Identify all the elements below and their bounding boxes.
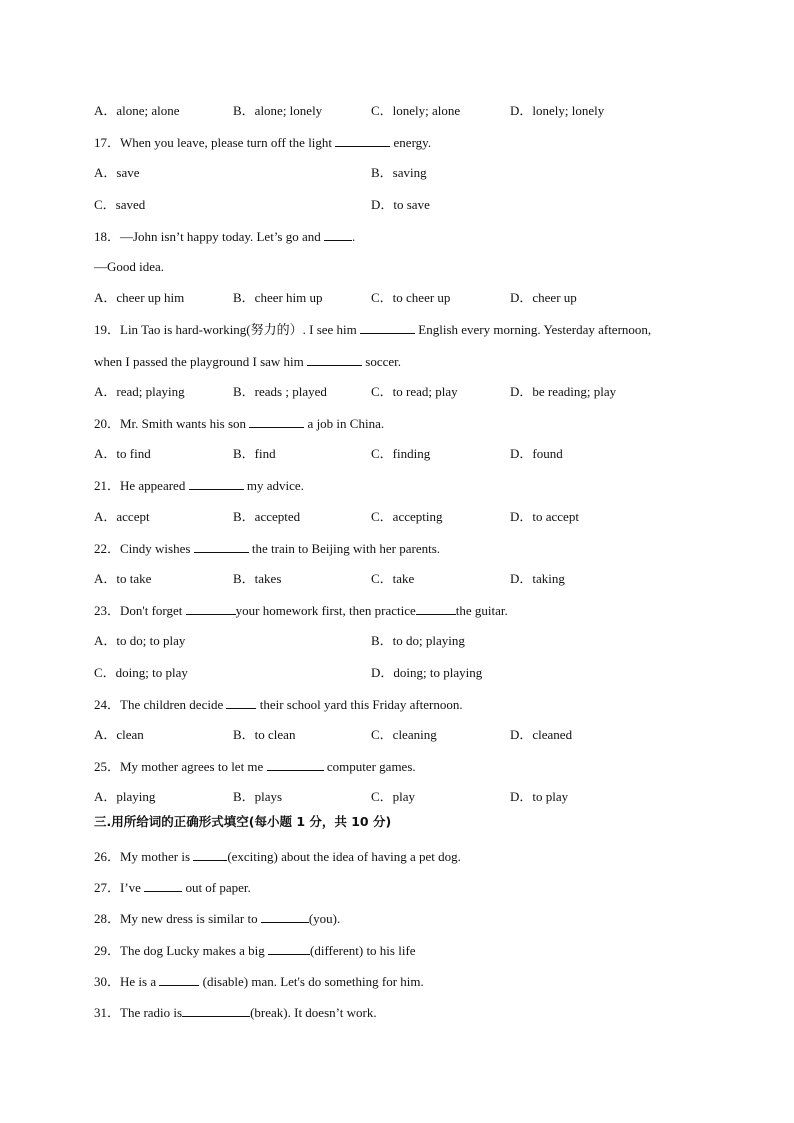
q31-blank[interactable]: [182, 1004, 250, 1017]
q27-blank[interactable]: [144, 879, 182, 892]
q30-text-end: (disable) man. Let's do something for him.: [199, 974, 424, 989]
q20-text-end: a job in China.: [304, 416, 385, 431]
q27-question: [94, 879, 251, 896]
q19-blank-2[interactable]: [307, 353, 362, 366]
q16-option-c[interactable]: C．lonely; alone: [371, 103, 461, 118]
q22-question: [94, 540, 440, 557]
q19-option-a[interactable]: A．read; playing: [94, 384, 185, 399]
q23-options-row2: [94, 665, 714, 681]
q18-option-c[interactable]: C．to cheer up: [371, 290, 451, 305]
q17-option-b[interactable]: B．saving: [371, 165, 427, 180]
q17-option-c[interactable]: C．saved: [94, 197, 146, 212]
q30-blank[interactable]: [159, 973, 199, 986]
q20-blank[interactable]: [249, 415, 304, 428]
q30-text: 30．He is a: [94, 974, 160, 989]
q28-text: 28．My new dress is similar to: [94, 911, 261, 926]
q23-option-a[interactable]: A．to do; to play: [94, 633, 186, 648]
q24-text-end: their school yard this Friday afternoon.: [256, 697, 463, 712]
q16-options: [94, 103, 714, 119]
q19-text-2: when I passed the playground I saw him: [94, 354, 308, 369]
q29-text: 29．The dog Lucky makes a big: [94, 943, 269, 958]
q23-blank-1[interactable]: [186, 602, 236, 615]
q25-question: [94, 758, 416, 775]
q24-option-c[interactable]: C．cleaning: [371, 727, 437, 742]
q25-text: 25．My mother agrees to let me: [94, 759, 267, 774]
q18-option-d[interactable]: D．cheer up: [510, 290, 577, 305]
q25-option-b[interactable]: B．plays: [233, 789, 283, 804]
q21-option-c[interactable]: C．accepting: [371, 509, 443, 524]
q24-blank[interactable]: [226, 696, 256, 709]
q20-option-d[interactable]: D．found: [510, 446, 563, 461]
q25-blank[interactable]: [267, 758, 324, 771]
q18-text-end: .: [352, 229, 356, 244]
q18-option-a[interactable]: A．cheer up him: [94, 290, 185, 305]
q22-option-b[interactable]: B．takes: [233, 571, 282, 586]
q19-question-line2: [94, 353, 401, 370]
q17-option-a[interactable]: A．save: [94, 165, 140, 180]
q17-options-row2: [94, 197, 714, 213]
q17-question: [94, 134, 431, 151]
q22-option-d[interactable]: D．taking: [510, 571, 565, 586]
q17-options-row1: [94, 165, 714, 181]
q19-text-mid: English every morning. Yesterday afternoon,: [415, 322, 652, 337]
q23-options-row1: [94, 633, 714, 649]
q26-blank[interactable]: [193, 848, 227, 861]
q27-text-end: out of paper.: [182, 880, 251, 895]
q21-question: [94, 477, 304, 494]
q20-text: 20．Mr. Smith wants his son: [94, 416, 250, 431]
q31-question: [94, 1004, 377, 1021]
q23-text-mid: your homework first, then practice: [235, 603, 416, 618]
q22-text: 22．Cindy wishes: [94, 541, 194, 556]
q22-text-end: the train to Beijing with her parents.: [248, 541, 441, 556]
q18-option-b[interactable]: B．cheer him up: [233, 290, 323, 305]
q24-question: [94, 696, 463, 713]
q18-reply: —Good idea.: [94, 259, 165, 274]
q24-option-a[interactable]: A．clean: [94, 727, 144, 742]
q20-option-a[interactable]: A．to find: [94, 446, 151, 461]
q19-options: [94, 384, 714, 400]
q22-options: [94, 571, 714, 587]
q30-question: [94, 973, 424, 990]
q24-options: [94, 727, 714, 743]
q26-text: 26．My mother is: [94, 849, 194, 864]
q18-text: 18．—John isn’t happy today. Let’s go and: [94, 229, 325, 244]
q19-option-b[interactable]: B．reads ; played: [233, 384, 327, 399]
q17-option-d[interactable]: D．to save: [371, 197, 430, 212]
section-3-heading: 三.用所给词的正确形式填空(每小题 1 分，共 10 分): [94, 814, 392, 829]
q31-text-end: (break). It doesn’t work.: [250, 1005, 377, 1020]
q18-options: [94, 290, 714, 306]
q27-text: 27．I’ve: [94, 880, 145, 895]
q17-blank[interactable]: [335, 134, 390, 147]
q19-question-line1: [94, 321, 651, 338]
q25-options: [94, 789, 714, 805]
q25-text-end: computer games.: [323, 759, 416, 774]
q23-text-end: the guitar.: [455, 603, 508, 618]
q25-option-a[interactable]: A．playing: [94, 789, 156, 804]
q23-option-b[interactable]: B．to do; playing: [371, 633, 465, 648]
q19-option-c[interactable]: C．to read; play: [371, 384, 458, 399]
q28-blank[interactable]: [261, 910, 309, 923]
q23-option-c[interactable]: C．doing; to play: [94, 665, 188, 680]
q21-blank[interactable]: [189, 477, 244, 490]
q22-blank[interactable]: [194, 540, 249, 553]
q29-text-end: (different) to his life: [310, 943, 416, 958]
q21-text: 21．He appeared: [94, 478, 189, 493]
q24-text: 24．The children decide: [94, 697, 227, 712]
q26-text-end: (exciting) about the idea of having a pet dog.: [227, 849, 461, 864]
q23-blank-2[interactable]: [416, 602, 456, 615]
q16-option-b[interactable]: B．alone; lonely: [233, 103, 323, 118]
q25-option-c[interactable]: C．play: [371, 789, 416, 804]
q17-text-end: energy.: [390, 135, 432, 150]
q26-question: [94, 848, 461, 865]
q24-option-b[interactable]: B．to clean: [233, 727, 296, 742]
q21-options: [94, 509, 714, 525]
q20-option-c[interactable]: C．finding: [371, 446, 431, 461]
q17-text: 17．When you leave, please turn off the light: [94, 135, 336, 150]
q18-question: [94, 228, 355, 245]
q18-blank[interactable]: [324, 228, 352, 241]
q29-question: [94, 942, 416, 959]
q28-question: [94, 910, 340, 927]
q28-text-end: (you).: [308, 911, 341, 926]
q29-blank[interactable]: [268, 942, 310, 955]
q31-text: 31．The radio is: [94, 1005, 183, 1020]
q24-option-d[interactable]: D．cleaned: [510, 727, 573, 742]
q16-option-d[interactable]: D．lonely; lonely: [510, 103, 605, 118]
q16-option-a[interactable]: A．alone; alone: [94, 103, 180, 118]
q20-options: [94, 446, 714, 462]
q20-option-b[interactable]: B．find: [233, 446, 276, 461]
q23-option-d[interactable]: D．doing; to playing: [371, 665, 483, 680]
q25-option-d[interactable]: D．to play: [510, 789, 569, 804]
q21-option-d[interactable]: D．to accept: [510, 509, 579, 524]
q23-text: 23．Don't forget: [94, 603, 186, 618]
q22-option-a[interactable]: A．to take: [94, 571, 152, 586]
q19-text-end: soccer.: [362, 354, 401, 369]
q21-option-a[interactable]: A．accept: [94, 509, 150, 524]
q20-question: [94, 415, 384, 432]
q19-blank-1[interactable]: [360, 321, 415, 334]
q23-question: [94, 602, 508, 619]
q21-option-b[interactable]: B．accepted: [233, 509, 301, 524]
q19-text: 19．Lin Tao is hard-working(努力的）. I see him: [94, 322, 361, 337]
q22-option-c[interactable]: C．take: [371, 571, 415, 586]
q19-option-d[interactable]: D．be reading; play: [510, 384, 617, 399]
q21-text-end: my advice.: [243, 478, 304, 493]
